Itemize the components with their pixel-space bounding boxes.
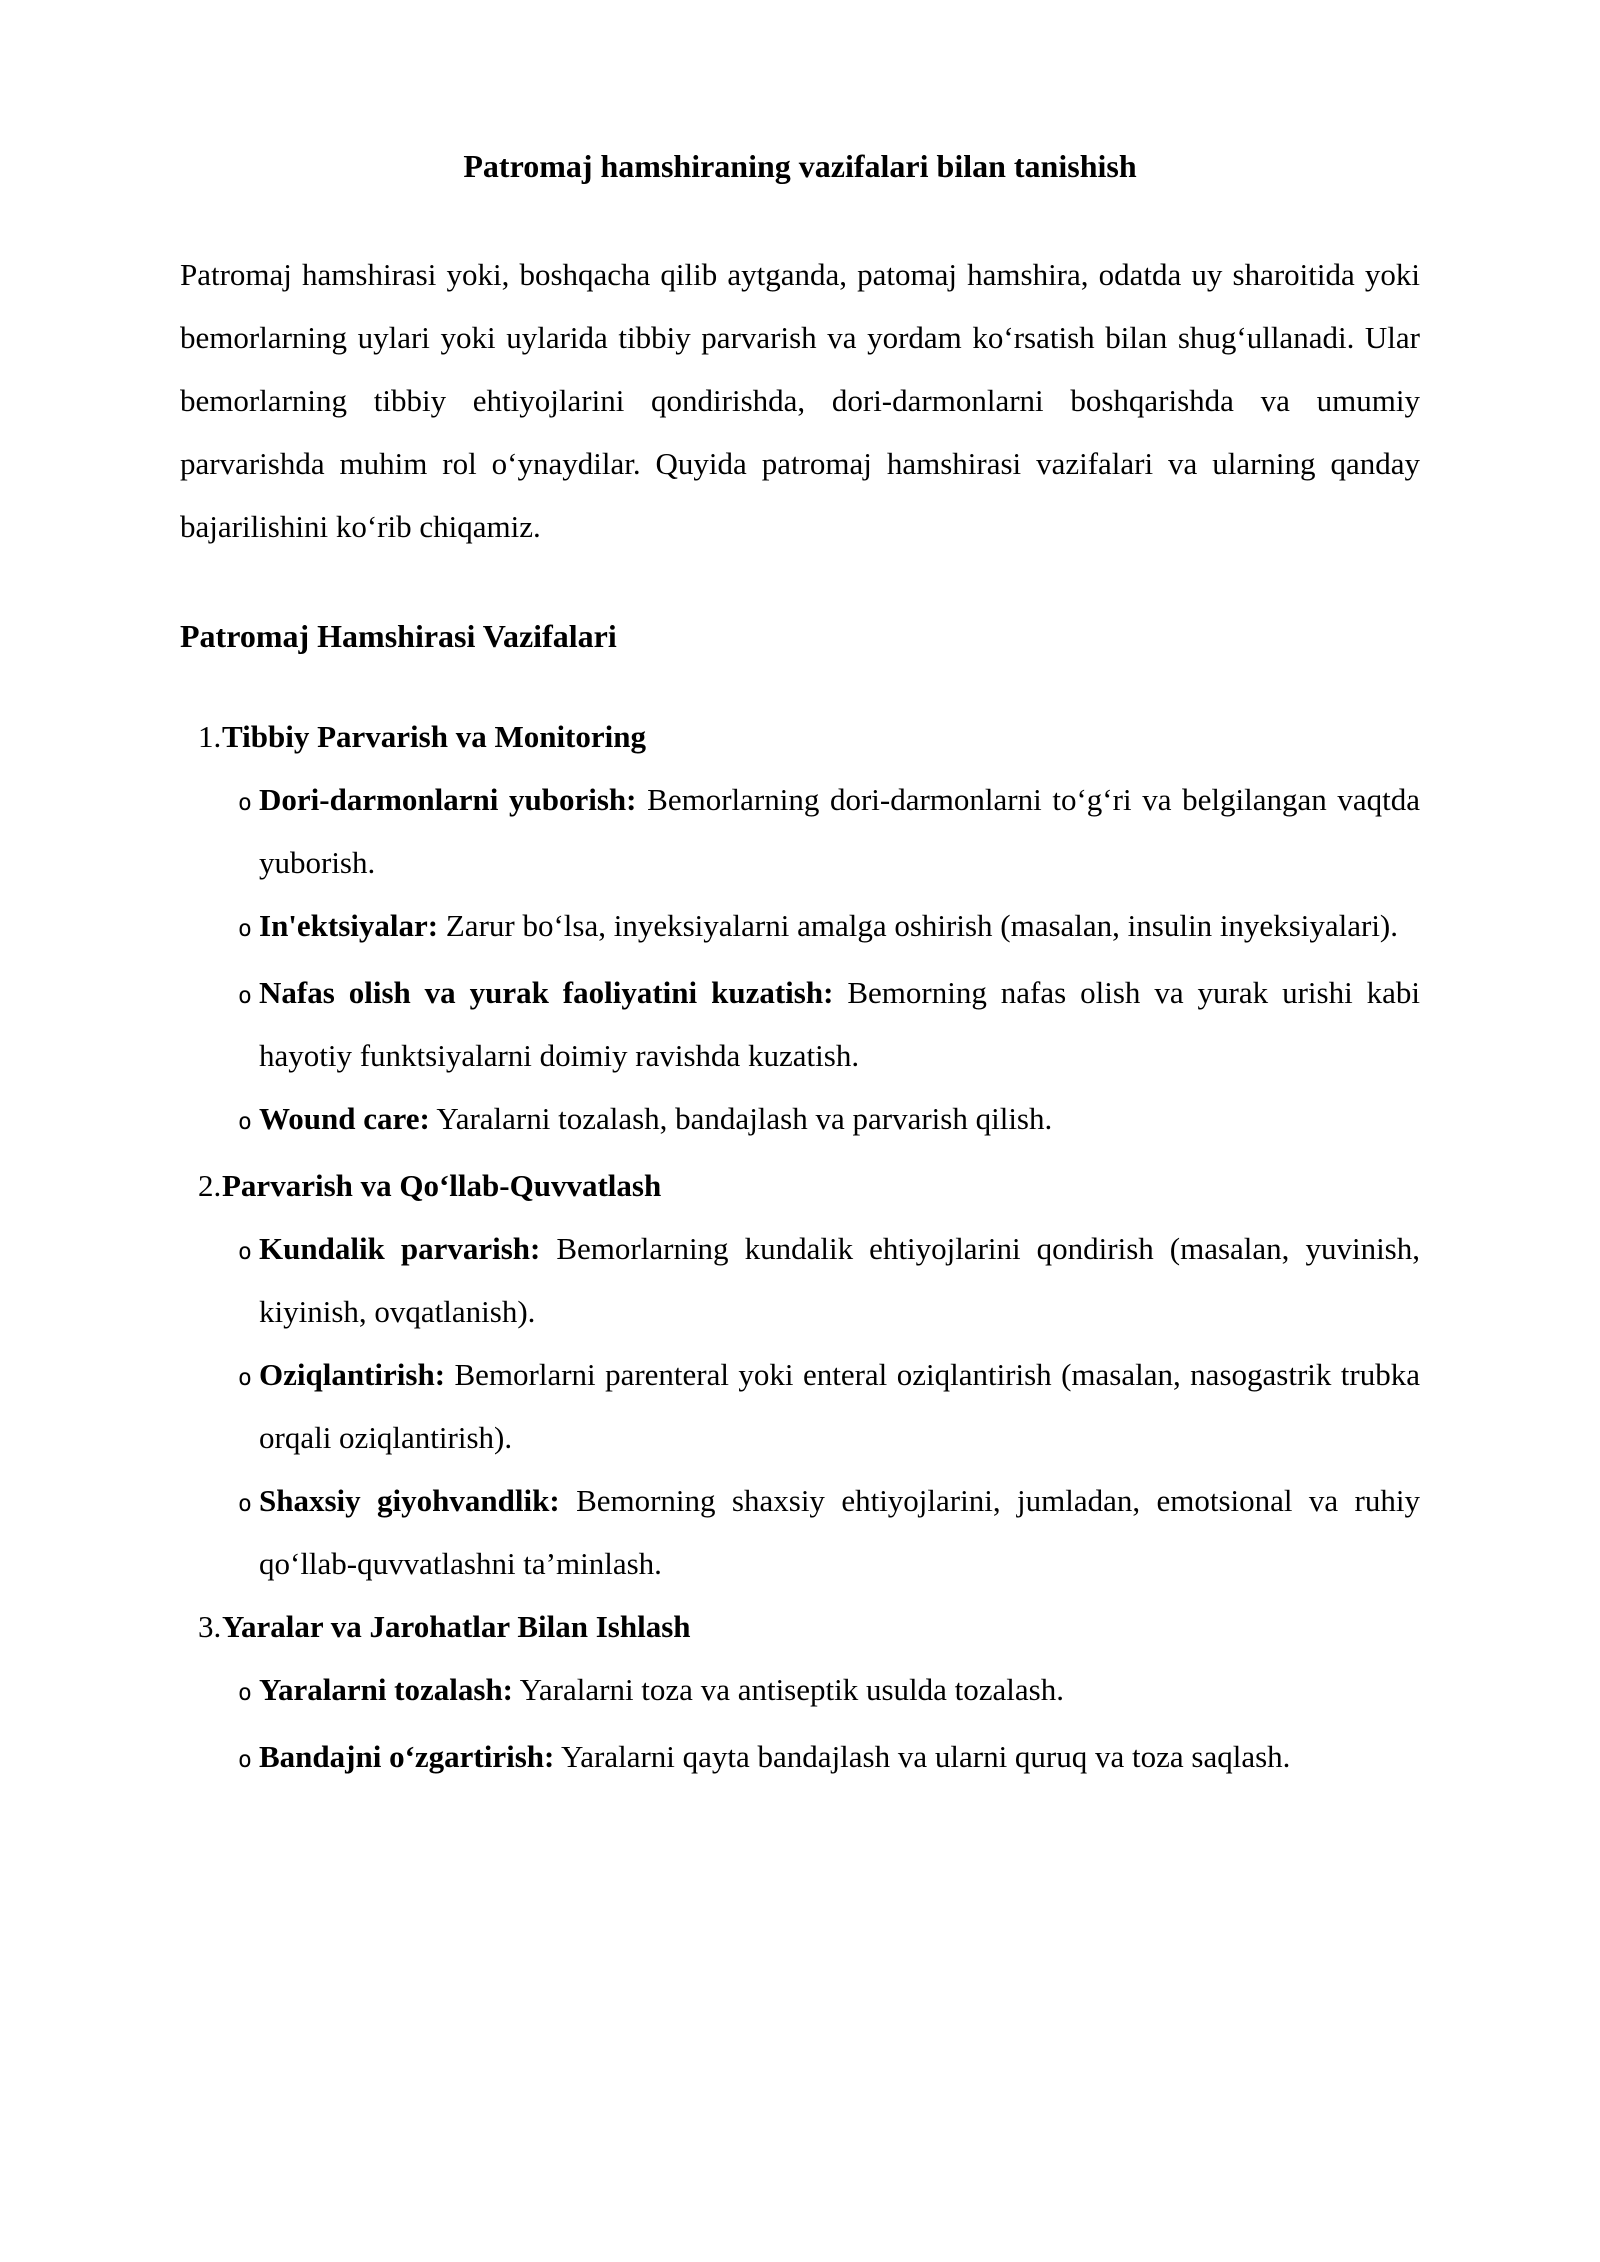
- bullet-label: Shaxsiy giyohvandlik:: [259, 1483, 560, 1518]
- bullet-label: Oziqlantirish:: [259, 1357, 446, 1392]
- bullet-item: [180, 894, 1420, 961]
- bullet-text: Yaralarni tozalash, bandajlash va parvarish qilish.: [436, 1101, 1053, 1136]
- bullet-text: Bemorlarni parenteral yoki enteral oziqlantirish (masalan, nasogastrik trubka orqali oziqlantirish).: [259, 1357, 1421, 1455]
- intro-paragraph: Patromaj hamshirasi yoki, boshqacha qilib aytganda, patomaj hamshira, odatda uy sharoitida yoki bemorlarning uylari yoki uylarida tibbiy parvarish va yordam koʻrsatish bilan shugʻullanadi. Ular bemorlarning tibbiy ehtiyojlarini qondirishda, dori-darmonlarni boshqarishda va umumiy parvarishda muhim rol oʻynaydilar. Quyida patromaj hamshirasi vazifalari va ularning qanday bajarilishini koʻrib chiqamiz.: [180, 257, 1420, 544]
- bullet-text: Bemorning shaxsiy ehtiyojlarini, jumladan, emotsional va ruhiy qoʻllab-quvvatlashni ta’minlash.: [259, 1483, 1420, 1581]
- bullet-marker-icon: o: [238, 916, 252, 942]
- list-item-number: 3.: [198, 1609, 222, 1644]
- bullet-item: [180, 768, 1420, 894]
- bullet-body: [259, 1343, 1420, 1469]
- bullet-label: Dori-darmonlarni yuborish:: [259, 782, 637, 817]
- bullet-marker-icon: o: [238, 1365, 252, 1391]
- bullet-body: [259, 768, 1420, 894]
- list-item-title: Tibbiy Parvarish va Monitoring: [222, 719, 646, 754]
- bullet-label: Bandajni oʻzgartirish:: [259, 1739, 555, 1774]
- bullet-marker-icon: o: [238, 790, 252, 816]
- list-item-title: Parvarish va Qoʻllab-Quvvatlash: [222, 1168, 662, 1203]
- list-item-title: Yaralar va Jarohatlar Bilan Ishlash: [222, 1609, 691, 1644]
- bullet-marker-icon: o: [238, 1491, 252, 1517]
- bullet-label: Wound care:: [259, 1101, 430, 1136]
- bullet-label: Kundalik parvarish:: [259, 1231, 541, 1266]
- list-item-1: [180, 705, 1420, 768]
- bullet-marker-icon: o: [238, 1109, 252, 1135]
- bullet-text: Yaralarni qayta bandajlash va ularni quruq va toza saqlash.: [560, 1739, 1291, 1774]
- bullet-text: Bemorlarning dori-darmonlarni toʻgʻri va belgilangan vaqtda yuborish.: [259, 782, 1420, 880]
- list-item-2: [180, 1154, 1420, 1217]
- bullet-marker-icon: o: [238, 1680, 252, 1706]
- bullet-item: [180, 1343, 1420, 1469]
- bullet-item: [180, 1087, 1420, 1154]
- bullet-label: Yaralarni tozalash:: [259, 1672, 514, 1707]
- bullet-text: Yaralarni toza va antiseptik usulda tozalash.: [519, 1672, 1064, 1707]
- bullet-body: [259, 1725, 1420, 1788]
- bullet-text: Bemorlarning kundalik ehtiyojlarini qondirish (masalan, yuvinish, kiyinish, ovqatlanish).: [259, 1231, 1420, 1329]
- bullet-body: [259, 894, 1420, 957]
- bullet-text: Bemorning nafas olish va yurak urishi kabi hayotiy funktsiyalarni doimiy ravishda kuzatish.: [259, 975, 1420, 1073]
- list-item-3: [180, 1595, 1420, 1658]
- bullet-body: [259, 961, 1420, 1087]
- list-item-number: 2.: [198, 1168, 222, 1203]
- bullet-label: Nafas olish va yurak faoliyatini kuzatish:: [259, 975, 834, 1010]
- bullet-body: [259, 1087, 1420, 1150]
- bullet-item: [180, 961, 1420, 1087]
- bullet-item: [180, 1725, 1420, 1792]
- section-heading: Patromaj Hamshirasi Vazifalari: [180, 618, 617, 654]
- bullet-body: [259, 1658, 1420, 1721]
- bullet-marker-icon: o: [238, 1747, 252, 1773]
- bullet-body: [259, 1217, 1420, 1343]
- bullet-item: [180, 1658, 1420, 1725]
- bullet-item: [180, 1469, 1420, 1595]
- bullet-marker-icon: o: [238, 1239, 252, 1265]
- bullet-marker-icon: o: [238, 983, 252, 1009]
- list-item-number: 1.: [198, 719, 222, 754]
- bullet-label: In'ektsiyalar:: [259, 908, 439, 943]
- bullet-item: [180, 1217, 1420, 1343]
- bullet-text: Zarur boʻlsa, inyeksiyalarni amalga oshirish (masalan, insulin inyeksiyalari).: [445, 908, 1399, 943]
- document-title: Patromaj hamshiraning vazifalari bilan tanishish: [463, 148, 1137, 184]
- bullet-body: [259, 1469, 1420, 1595]
